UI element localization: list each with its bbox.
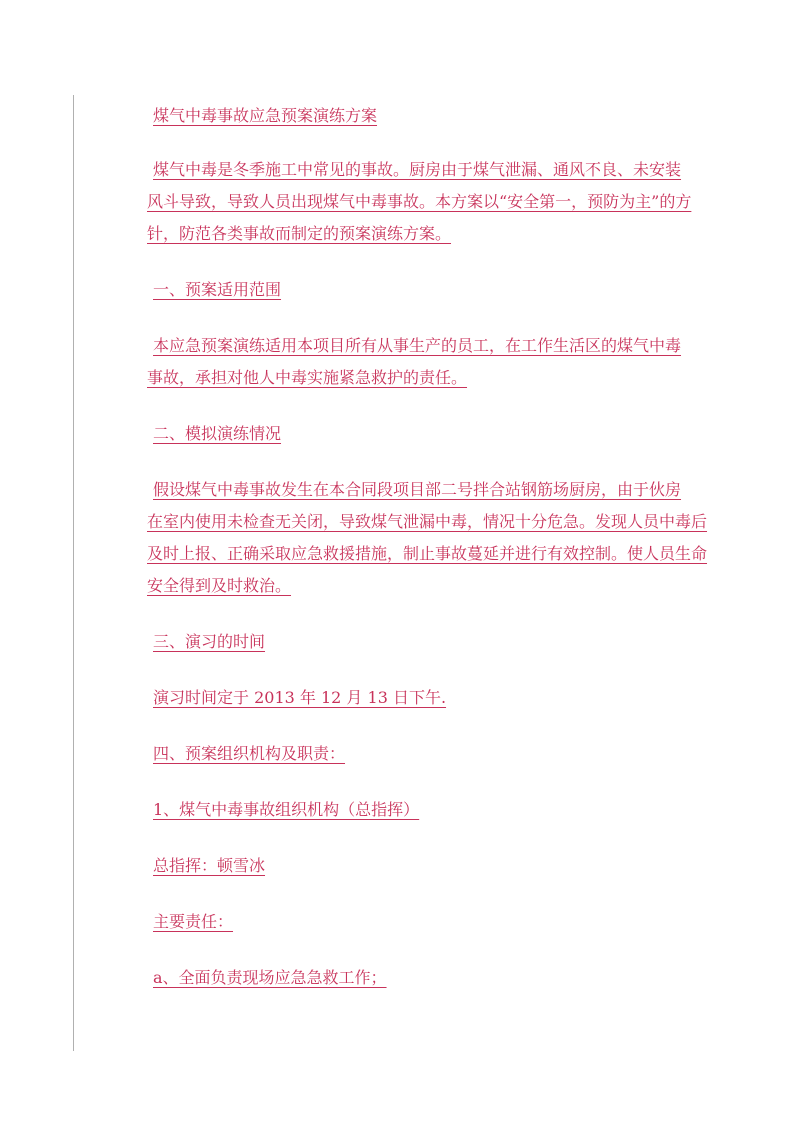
item-1-heading: 1、煤气中毒事故组织机构（总指挥）: [153, 800, 420, 819]
section-2-line-3: 及时上报、正确采取应急救援措施，制止事故蔓延并进行有效控制。使人员生命: [147, 544, 708, 563]
section-2-line-1: 假设煤气中毒事故发生在本合同段项目部二号拌合站钢筋场厨房，由于伙房: [153, 480, 682, 499]
section-1-heading: 一、预案适用范围: [153, 280, 282, 299]
section-3-heading: 三、演习的时间: [153, 632, 266, 651]
section-2-paragraph: [147, 474, 708, 602]
commander-line: 总指挥：顿雪冰: [153, 856, 266, 875]
intro-line-3: 针，防范各类事故而制定的预案演练方案。: [147, 224, 452, 243]
left-margin-rule: [73, 95, 74, 1051]
intro-line-1: 煤气中毒是冬季施工中常见的事故。厨房由于煤气泄漏、通风不良、未安装: [153, 160, 682, 179]
document-body: [147, 100, 708, 994]
document-title: 煤气中毒事故应急预案演练方案: [153, 106, 378, 125]
duties-label: 主要责任：: [153, 912, 234, 931]
intro-paragraph: [147, 154, 693, 250]
section-1-line-1: 本应急预案演练适用本项目所有从事生产的员工，在工作生活区的煤气中毒: [153, 336, 682, 355]
section-1-line-2: 事故，承担对他人中毒实施紧急救护的责任。: [147, 368, 468, 387]
section-2-line-4: 安全得到及时救治。: [147, 576, 292, 595]
intro-line-2: 风斗导致，导致人员出现煤气中毒事故。本方案以“安全第一，预防为主”的方: [147, 192, 692, 211]
section-2-line-2: 在室内使用未检查无关闭，导致煤气泄漏中毒，情况十分危急。发现人员中毒后: [147, 512, 708, 531]
section-4-heading: 四、预案组织机构及职责：: [153, 744, 346, 763]
duty-a: a、全面负责现场应急急救工作；: [153, 968, 387, 987]
section-2-heading: 二、模拟演练情况: [153, 424, 282, 443]
section-3-text: 演习时间定于 2013 年 12 月 13 日下午.: [153, 688, 447, 707]
section-1-paragraph: [147, 330, 693, 394]
